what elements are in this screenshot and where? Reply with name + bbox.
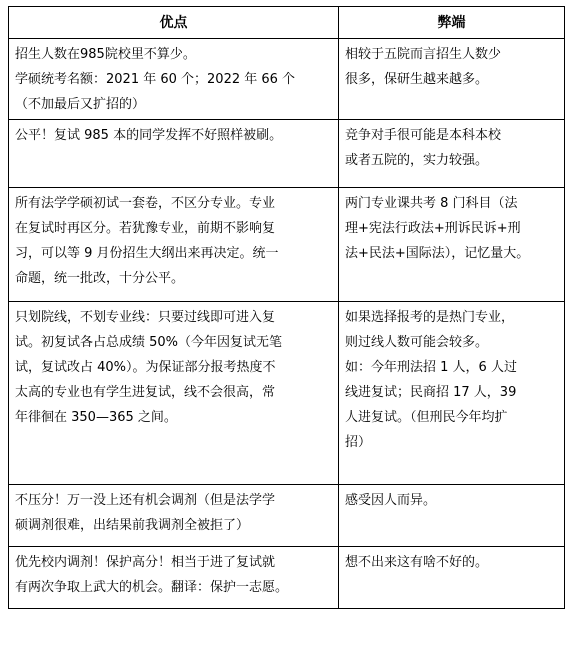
cell-line: 在复试时再区分。若犹豫专业，前期不影响复 bbox=[15, 221, 276, 236]
cell-line: 或者五院的，实力较强。 bbox=[345, 153, 489, 168]
pros-cell bbox=[9, 485, 339, 547]
pros-cell bbox=[9, 39, 339, 120]
cell-line: 感受因人而异。 bbox=[345, 493, 437, 508]
cell-line: （不加最后又扩招的） bbox=[15, 97, 146, 112]
cell-line: 有两次争取上武大的机会。翻译：保护一志愿。 bbox=[15, 580, 289, 595]
cell-line: 如果选择报考的是热门专业， bbox=[345, 310, 515, 325]
cell-line: 学硕统考名额：2021 年 60 个；2022 年 66 个 bbox=[15, 72, 296, 87]
cell-line: 法+民法+国际法），记忆量大。 bbox=[345, 246, 530, 261]
cell-line: 习，可以等 9 月份招生大纲出来再决定。统一 bbox=[15, 246, 279, 261]
cons-cell bbox=[339, 485, 565, 547]
cell-line: 理+宪法行政法+刑诉民诉+刑 bbox=[345, 221, 521, 236]
pros-cell bbox=[9, 188, 339, 302]
header-row bbox=[9, 7, 565, 39]
cell-line: 所有法学学硕初试一套卷，不区分专业。专业 bbox=[15, 196, 276, 211]
cell-line: 试，复试改占 40%）。为保证部分报考热度不 bbox=[15, 360, 276, 375]
header-pros: 优点 bbox=[9, 7, 339, 39]
cons-cell bbox=[339, 188, 565, 302]
cell-line: 公平！复试 985 本的同学发挥不好照样被刷。 bbox=[15, 128, 283, 143]
pros-cell bbox=[9, 302, 339, 485]
cell-line: 优先校内调剂！保护高分！相当于进了复试就 bbox=[15, 555, 276, 570]
cell-line: 命题，统一批改，十分公平。 bbox=[15, 271, 185, 286]
table-row bbox=[9, 39, 565, 120]
cons-cell bbox=[339, 302, 565, 485]
cons-cell bbox=[339, 547, 565, 609]
pros-cons-table bbox=[8, 6, 565, 609]
cell-line: 招生人数在985院校里不算少。 bbox=[15, 47, 196, 62]
cell-line: 招） bbox=[345, 435, 372, 450]
header-cons: 弊端 bbox=[339, 7, 565, 39]
table-row bbox=[9, 120, 565, 188]
cons-cell bbox=[339, 39, 565, 120]
cons-cell bbox=[339, 120, 565, 188]
pros-cell bbox=[9, 120, 339, 188]
cell-line: 两门专业课共考 8 门科目（法 bbox=[345, 196, 518, 211]
cell-line: 试。初复试各占总成绩 50%（今年因复试无笔 bbox=[15, 335, 283, 350]
cell-line: 则过线人数可能会较多。 bbox=[345, 335, 489, 350]
cell-line: 相较于五院而言招生人数少 bbox=[345, 47, 502, 62]
pros-cell bbox=[9, 547, 339, 609]
cell-line: 硕调剂很难，出结果前我调剂全被拒了） bbox=[15, 518, 250, 533]
table-row bbox=[9, 485, 565, 547]
table-row bbox=[9, 302, 565, 485]
table-row bbox=[9, 188, 565, 302]
cell-line: 只划院线，不划专业线：只要过线即可进入复 bbox=[15, 310, 276, 325]
cell-line: 人进复试。（但刑民今年均扩 bbox=[345, 410, 508, 425]
cell-line: 想不出来这有啥不好的。 bbox=[345, 555, 489, 570]
cell-line: 不压分！万一没上还有机会调剂（但是法学学 bbox=[15, 493, 276, 508]
cell-line: 竞争对手很可能是本科本校 bbox=[345, 128, 502, 143]
cell-line: 如：今年刑法招 1 人，6 人过 bbox=[345, 360, 517, 375]
cell-line: 很多，保研生越来越多。 bbox=[345, 72, 489, 87]
cell-line: 太高的专业也有学生进复试，线不会很高，常 bbox=[15, 385, 276, 400]
cell-line: 线进复试；民商招 17 人，39 bbox=[345, 385, 517, 400]
cell-line: 年徘徊在 350—365 之间。 bbox=[15, 410, 177, 425]
table-row bbox=[9, 547, 565, 609]
